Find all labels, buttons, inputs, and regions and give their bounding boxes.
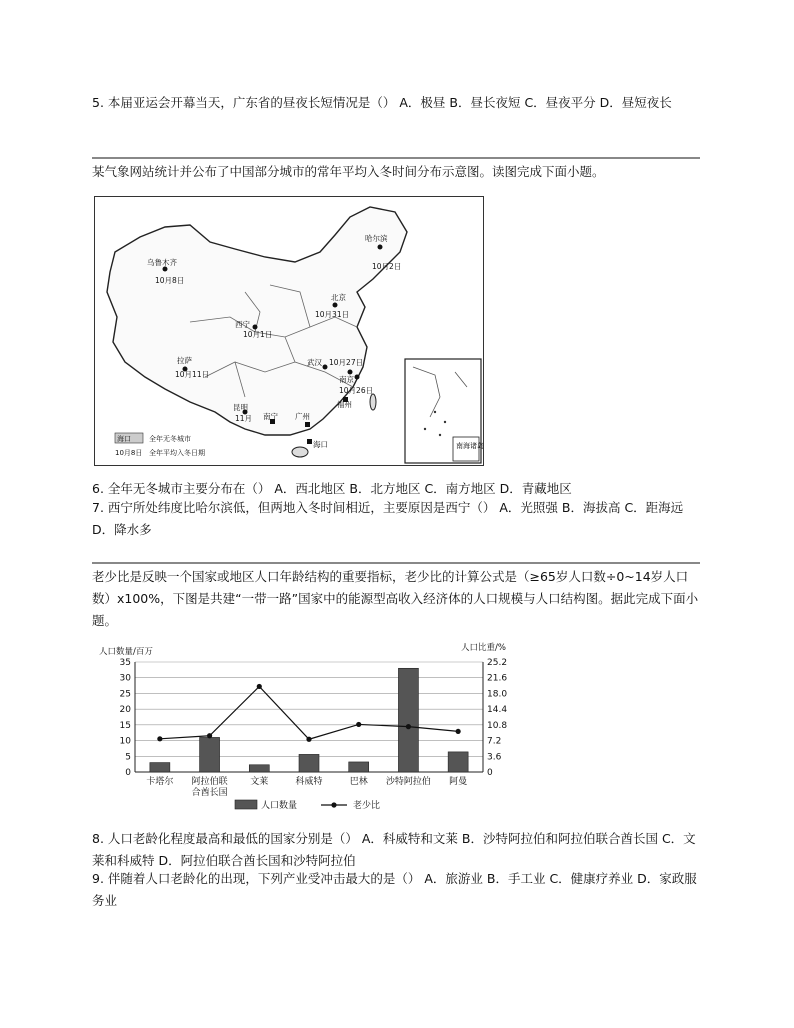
- svg-text:南宁: 南宁: [263, 412, 278, 421]
- x-tick-label: 合酋长国: [191, 788, 228, 798]
- china-map: [94, 196, 484, 466]
- y-tick-left: 10: [119, 736, 131, 747]
- y-tick-left: 0: [125, 768, 131, 778]
- svg-text:全年平均入冬日期: 全年平均入冬日期: [149, 449, 205, 457]
- question-9: 9. 伴随着人口老龄化的出现，下列产业受冲击最大的是（） A．旅游业 B．手工业 C．健康疗养业 D．家政服务业: [92, 871, 697, 908]
- x-tick-label: 阿曼: [449, 777, 468, 787]
- svg-text:广州: 广州: [295, 412, 310, 421]
- svg-text:北京: 北京: [331, 293, 346, 302]
- line-point-3: [306, 737, 311, 742]
- legend-line-label: 老少比: [353, 801, 381, 811]
- y-tick-left: 20: [119, 705, 131, 716]
- x-tick-label: 阿拉伯联: [191, 777, 228, 787]
- svg-text:西宁: 西宁: [235, 320, 250, 329]
- bar-6: [448, 752, 468, 772]
- bar-5: [398, 668, 418, 772]
- line-point-0: [157, 736, 162, 741]
- population-chart-svg: [95, 640, 555, 815]
- south-china-sea-inset: [405, 359, 483, 463]
- y-axis-right-label: 人口比重/%: [461, 643, 506, 653]
- y-tick-right: 18.0: [487, 689, 508, 700]
- country-outline: [107, 207, 407, 435]
- svg-text:10月11日: 10月11日: [175, 370, 210, 379]
- city-haikou: [307, 439, 328, 449]
- y-tick-left: 35: [119, 658, 131, 668]
- svg-text:11月: 11月: [235, 414, 253, 423]
- line-point-6: [456, 729, 461, 734]
- taiwan-island: [370, 394, 376, 410]
- svg-text:10月1日: 10月1日: [243, 330, 273, 339]
- intro-map: 某气象网站统计并公布了中国部分城市的常年平均入冬时间分布示意图。读图完成下面小题。: [92, 164, 605, 179]
- x-tick-label: 文莱: [250, 777, 269, 787]
- svg-text:乌鲁木齐: 乌鲁木齐: [147, 258, 177, 267]
- bar-2: [249, 765, 269, 772]
- y-tick-right: 7.2: [487, 736, 502, 747]
- hainan-island: [292, 447, 308, 457]
- bar-3: [299, 754, 319, 772]
- x-tick-label: 沙特阿拉伯: [385, 777, 431, 787]
- legend-bar-swatch: [235, 800, 257, 809]
- china-map-drawing: [95, 197, 483, 465]
- svg-text:全年无冬城市: 全年无冬城市: [149, 435, 191, 443]
- svg-text:南海诸岛: 南海诸岛: [456, 442, 483, 450]
- svg-text:海口: 海口: [117, 435, 131, 443]
- population-chart: [95, 640, 555, 815]
- y-tick-right: 14.4: [487, 705, 508, 716]
- svg-text:南京: 南京: [339, 375, 354, 384]
- divider-2: [92, 562, 700, 564]
- svg-text:10月31日: 10月31日: [315, 310, 350, 319]
- bar-1: [200, 737, 220, 772]
- svg-text:10月27日: 10月27日: [329, 358, 364, 367]
- svg-text:哈尔滨: 哈尔滨: [365, 234, 388, 243]
- legend-bar-label: 人口数量: [261, 801, 298, 811]
- svg-text:10月8日: 10月8日: [155, 276, 185, 285]
- svg-text:10月8日: 10月8日: [115, 449, 143, 457]
- intro-chart: 老少比是反映一个国家或地区人口年龄结构的重要指标，老少比的计算公式是（≥65岁人口数÷0~14岁人口数）x100%，下图是共建“一带一路”国家中的能源型高收入经济体的人口规模与人口结构图。据此完成下面小题。: [92, 569, 699, 628]
- x-tick-label: 科威特: [295, 777, 323, 787]
- bar-0: [150, 763, 170, 772]
- y-tick-right: 10.8: [487, 720, 508, 731]
- legend-line-dot: [331, 802, 336, 807]
- y-tick-left: 30: [119, 673, 131, 684]
- divider: [92, 157, 700, 159]
- x-tick-label: 巴林: [349, 777, 368, 787]
- svg-text:10月2日: 10月2日: [372, 262, 402, 271]
- question-6: 6. 全年无冬城市主要分布在（） A．西北地区 B．北方地区 C．南方地区 D．青藏地区: [92, 481, 572, 496]
- question-7: 7. 西宁所处纬度比哈尔滨低，但两地入冬时间相近，主要原因是西宁（） A．光照强 B．海拔高 C．距海远 D．降水多: [92, 500, 684, 537]
- bar-4: [349, 762, 369, 772]
- y-axis-left-label: 人口数量/百万: [99, 647, 153, 657]
- line-point-1: [207, 733, 212, 738]
- svg-text:10月26日: 10月26日: [339, 386, 374, 395]
- svg-text:福州: 福州: [337, 400, 352, 409]
- y-tick-left: 25: [119, 689, 131, 700]
- question-8: 8. 人口老龄化程度最高和最低的国家分别是（） A．科威特和文莱 B．沙特阿拉伯和阿拉伯联合酋长国 C．文莱和科威特 D．阿拉伯联合酋长国和沙特阿拉伯: [92, 831, 696, 868]
- y-tick-right: 0: [487, 768, 493, 778]
- y-tick-right: 25.2: [487, 658, 508, 668]
- y-tick-right: 21.6: [487, 673, 508, 684]
- y-tick-left: 15: [119, 720, 131, 731]
- line-point-4: [356, 722, 361, 727]
- x-tick-label: 卡塔尔: [146, 777, 174, 787]
- y-tick-right: 3.6: [487, 752, 502, 763]
- svg-text:拉萨: 拉萨: [177, 356, 192, 365]
- svg-text:昆明: 昆明: [233, 403, 248, 412]
- svg-text:海口: 海口: [313, 440, 328, 449]
- line-point-2: [257, 684, 262, 689]
- y-tick-left: 5: [125, 752, 131, 763]
- line-point-5: [406, 724, 411, 729]
- svg-text:武汉: 武汉: [307, 358, 322, 367]
- map-legend: [115, 433, 205, 457]
- question-5: 5. 本届亚运会开幕当天，广东省的昼夜长短情况是（） A．极昼 B．昼长夜短 C．昼夜平分 D．昼短夜长: [92, 95, 672, 110]
